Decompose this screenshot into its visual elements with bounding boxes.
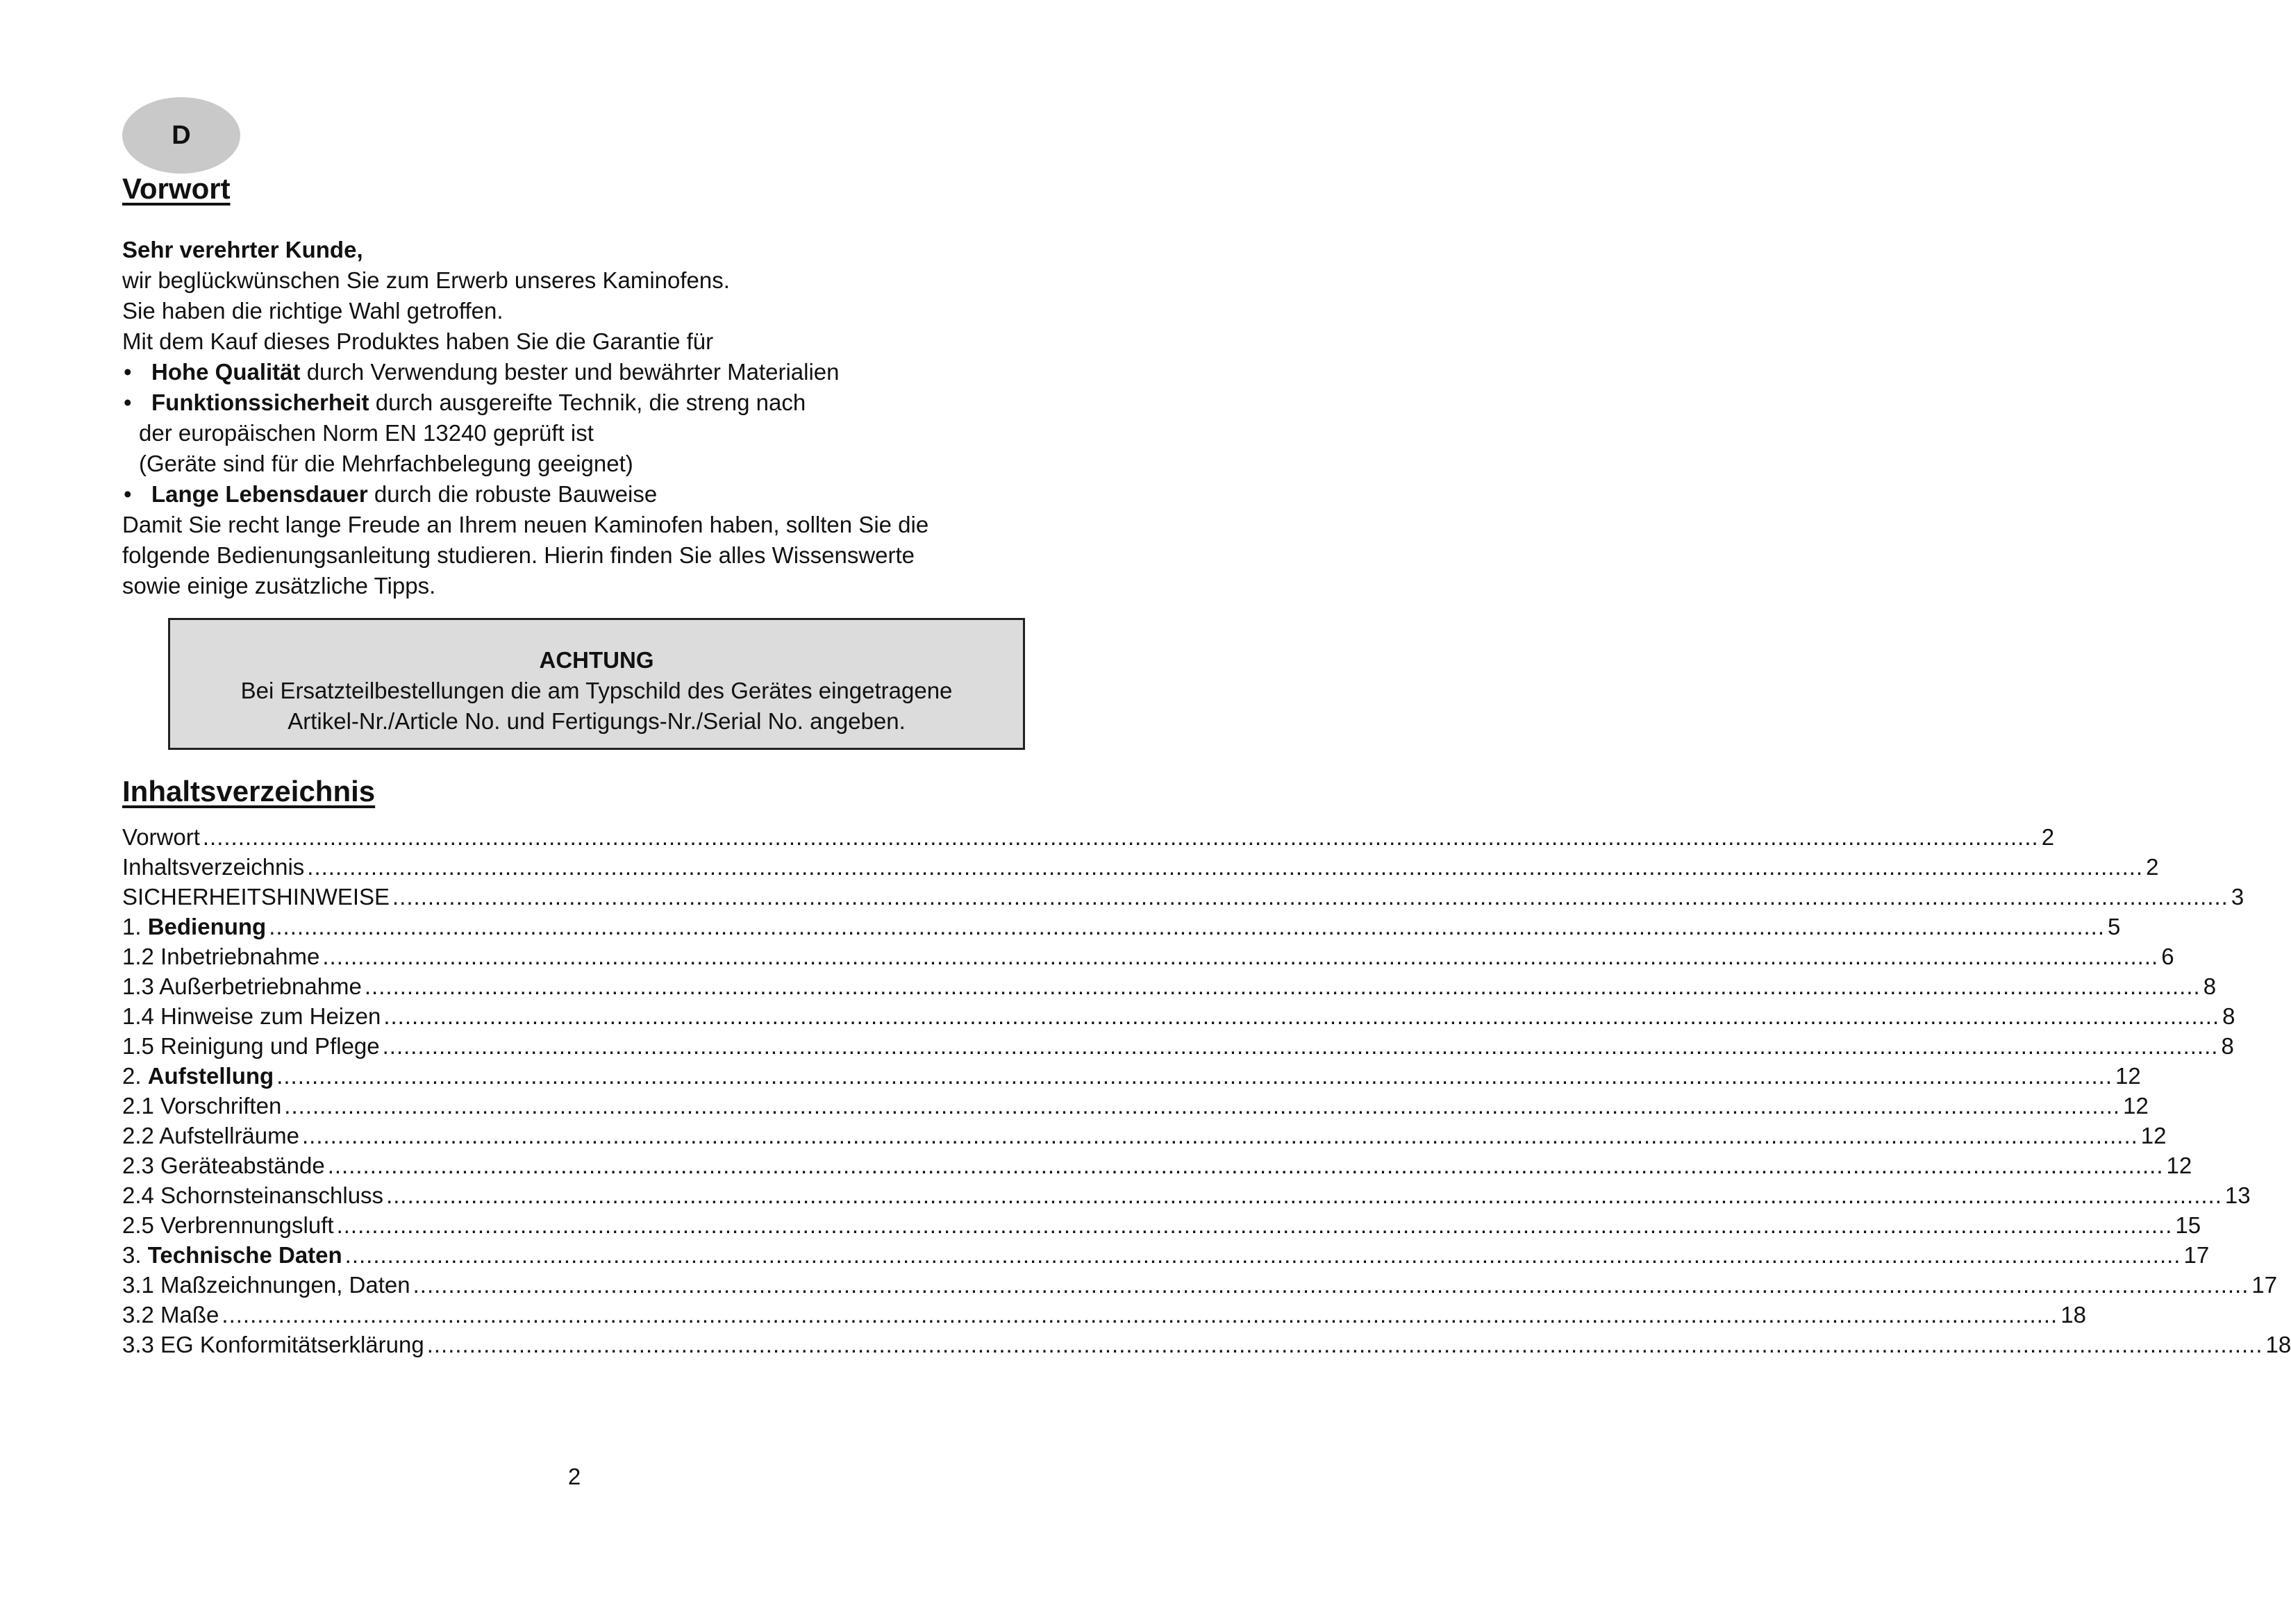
toc-heading: Inhaltsverzeichnis [122,775,376,807]
toc-entry[interactable] [122,1150,2192,1180]
toc-entry-label [122,1031,380,1061]
toc-dot-leader: .................................................................................................................................................................................................................................................................... [222,1302,2058,1328]
feature-continuation: (Geräte sind für die Mehrfachbelegung geeignet) [139,451,633,476]
table-of-contents [122,822,2291,1359]
toc-entry-label [122,941,319,971]
toc-page-number: 2 [2146,854,2159,880]
toc-dot-leader: .................................................................................................................................................................................................................................................................... [386,1182,2222,1208]
toc-page-number: 12 [2115,1063,2141,1089]
toc-entry-label [122,1210,334,1240]
toc-dot-leader: .................................................................................................................................................................................................................................................................... [426,1332,2263,1357]
toc-entry-text: Inhaltsverzeichnis [122,854,305,880]
toc-entry-label [122,822,200,852]
toc-page-number: 3 [2231,884,2244,910]
toc-dot-leader: .................................................................................................................................................................................................................................................................... [284,1093,2121,1119]
toc-entry-label [122,1121,299,1150]
feature-title: Lange Lebensdauer [151,481,368,507]
toc-entry-label [122,1270,410,1300]
toc-entry-text: 2.3 Geräteabstände [122,1153,325,1178]
toc-entry[interactable] [122,1031,2234,1061]
toc-entry-text: Vorwort [122,824,200,850]
toc-entry-label [122,1001,381,1031]
attention-notice-box [168,618,1025,750]
toc-dot-leader: .................................................................................................................................................................................................................................................................... [413,1272,2249,1298]
toc-entry[interactable] [122,1091,2149,1121]
toc-dot-leader: .................................................................................................................................................................................................................................................................... [276,1063,2113,1089]
toc-page-number: 2 [2041,824,2055,850]
toc-page-number: 8 [2221,1033,2234,1059]
toc-dot-leader: .................................................................................................................................................................................................................................................................... [307,854,2144,880]
toc-dot-leader: .................................................................................................................................................................................................................................................................... [383,1003,2220,1029]
toc-entry-text: 3.3 EG Konformitätserklärung [122,1332,424,1357]
toc-dot-leader: .................................................................................................................................................................................................................................................................... [392,884,2228,910]
toc-entry-text: 1.3 Außerbetriebnahme [122,973,362,999]
closing-line: Damit Sie recht lange Freude an Ihrem neuen Kaminofen haben, sollten Sie die [122,512,929,537]
toc-page-number: 12 [2140,1123,2167,1148]
feature-text: durch ausgereifte Technik, die streng nach [369,390,806,415]
toc-entry-text: 2. [122,1063,148,1089]
toc-entry[interactable] [122,971,2217,1001]
toc-entry-text: 3. [122,1242,148,1268]
toc-entry-text: 1. [122,914,148,939]
toc-entry-label [122,1180,383,1210]
toc-entry[interactable] [122,852,2159,882]
feature-text: durch Verwendung bester und bewährter Materialien [300,359,840,385]
toc-entry-text: 2.5 Verbrennungsluft [122,1212,334,1238]
intro-line: wir beglückwünschen Sie zum Erwerb unseres Kaminofens. [122,267,730,293]
toc-entry-chapter: Bedienung [147,914,267,939]
notice-title: ACHTUNG [539,647,654,673]
toc-entry[interactable] [122,1180,2251,1210]
toc-entry[interactable] [122,1240,2210,1270]
foreword-heading: Vorwort [122,172,231,205]
toc-page-number: 15 [2175,1212,2201,1238]
toc-entry-label [122,1061,274,1091]
toc-entry-label [122,1150,325,1180]
intro-line: Mit dem Kauf dieses Produktes haben Sie die Garantie für [122,328,714,354]
toc-entry-label [122,971,362,1001]
toc-entry[interactable] [122,1210,2201,1240]
bullet-icon: • [124,390,132,415]
toc-page-number: 8 [2222,1003,2235,1029]
toc-entry[interactable] [122,912,2121,941]
toc-dot-leader: .................................................................................................................................................................................................................................................................... [202,824,2039,850]
toc-entry-text: 2.2 Aufstellräume [122,1123,299,1148]
feature-item [122,357,1046,387]
toc-page-number: 8 [2203,973,2217,999]
toc-entry[interactable] [122,1001,2235,1031]
toc-entry-label [122,852,304,882]
feature-title: Funktionssicherheit [151,390,369,415]
feature-text: durch die robuste Bauweise [367,481,658,507]
toc-entry-chapter: Technische Daten [147,1242,342,1268]
closing-line: folgende Bedienungsanleitung studieren. Hierin finden Sie alles Wissenswerte [122,542,915,568]
toc-entry[interactable] [122,941,2174,971]
toc-dot-leader: .................................................................................................................................................................................................................................................................... [269,914,2106,939]
bullet-icon: • [124,359,132,385]
language-badge: D [122,97,240,174]
toc-entry-text: 1.4 Hinweise zum Heizen [122,1003,381,1029]
toc-dot-leader: .................................................................................................................................................................................................................................................................... [322,944,2159,969]
foreword-body [122,265,1046,601]
toc-dot-leader: .................................................................................................................................................................................................................................................................... [364,973,2201,999]
toc-entry-text: 1.5 Reinigung und Pflege [122,1033,380,1059]
toc-entry[interactable] [122,882,2244,912]
toc-entry[interactable] [122,1061,2141,1091]
closing-line: sowie einige zusätzliche Tipps. [122,573,436,598]
toc-page-number: 6 [2161,944,2174,969]
toc-page-number: 5 [2108,914,2121,939]
toc-dot-leader: .................................................................................................................................................................................................................................................................... [382,1033,2219,1059]
toc-dot-leader: .................................................................................................................................................................................................................................................................... [336,1212,2173,1238]
toc-entry[interactable] [122,822,2055,852]
toc-page-number: 12 [2166,1153,2192,1178]
toc-dot-leader: .................................................................................................................................................................................................................................................................... [344,1242,2181,1268]
toc-entry-text: 3.2 Maße [122,1302,219,1328]
feature-list [122,357,1046,510]
toc-entry-text: 1.2 Inbetriebnahme [122,944,320,969]
toc-entry-label [122,1240,342,1270]
toc-entry-label [122,1091,281,1121]
toc-entry[interactable] [122,1270,2278,1300]
page-number: 2 [567,1464,581,1489]
notice-line: Artikel-Nr./Article No. und Fertigungs-Nr./Serial No. angeben. [288,708,906,734]
toc-entry-text: 2.4 Schornsteinanschluss [122,1182,384,1208]
feature-continuation: der europäischen Norm EN 13240 geprüft ist [139,420,594,446]
toc-entry-label [122,912,266,941]
feature-title: Hohe Qualität [151,359,301,385]
toc-page-number: 12 [2123,1093,2149,1119]
feature-item [122,387,1046,479]
toc-entry-label [122,882,390,912]
toc-page-number: 13 [2224,1182,2251,1208]
toc-page-number: 18 [2060,1302,2086,1328]
toc-dot-leader: .................................................................................................................................................................................................................................................................... [327,1153,2164,1178]
toc-entry[interactable] [122,1330,2291,1359]
bullet-icon: • [124,481,132,507]
toc-entry-text: 2.1 Vorschriften [122,1093,282,1119]
intro-line: Sie haben die richtige Wahl getroffen. [122,298,503,324]
toc-page-number: 17 [2251,1272,2278,1298]
toc-entry-chapter: Aufstellung [147,1063,274,1089]
toc-entry[interactable] [122,1121,2167,1150]
toc-entry-label [122,1330,424,1359]
toc-dot-leader: .................................................................................................................................................................................................................................................................... [301,1123,2138,1148]
toc-entry-text: 3.1 Maßzeichnungen, Daten [122,1272,410,1298]
toc-page-number: 18 [2265,1332,2291,1357]
toc-page-number: 17 [2183,1242,2210,1268]
toc-entry[interactable] [122,1300,2086,1330]
toc-entry-label [122,1300,219,1330]
greeting: Sehr verehrter Kunde, [122,237,363,262]
feature-item [122,479,1046,510]
notice-line: Bei Ersatzteilbestellungen die am Typschild des Gerätes eingetragene [240,678,953,703]
toc-entry-text: SICHERHEITSHINWEISE [122,884,390,910]
